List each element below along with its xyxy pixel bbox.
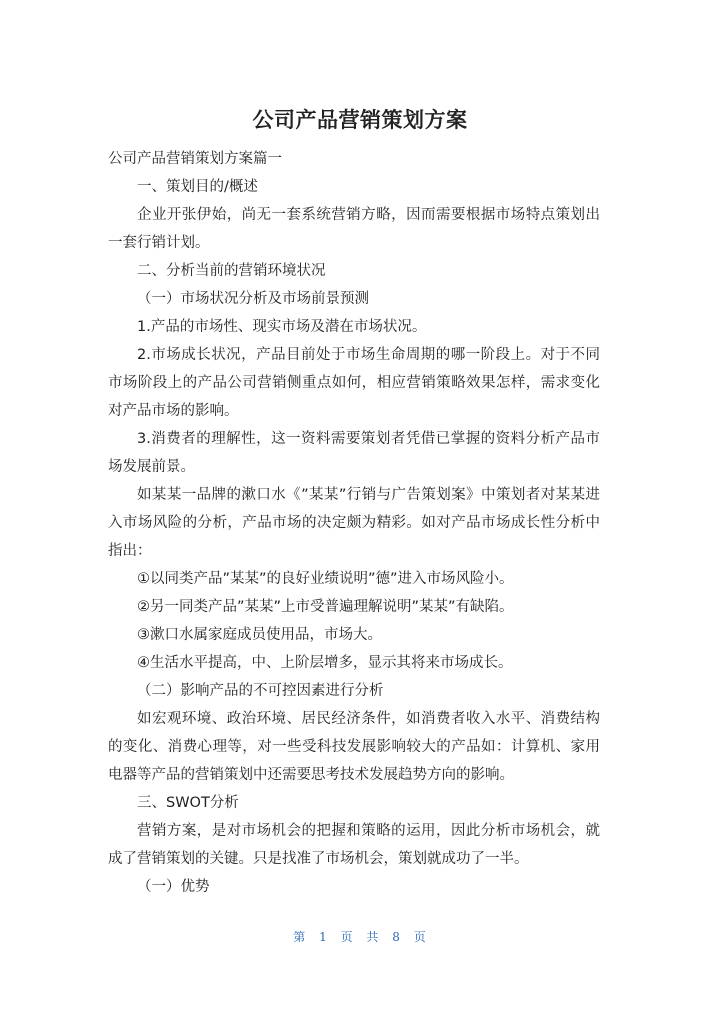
footer-di: 第 [293,930,307,944]
paragraph: 企业开张伊始，尚无一套系统营销方略，因而需要根据市场特点策划出一套行销计划。 [108,207,600,251]
list-item: ③漱口水属家庭成员使用品，市场大。 [137,627,382,643]
subheading-1: （一）市场状况分析及市场前景预测 [137,291,369,307]
subheading-3: （一）优势 [137,879,210,895]
list-item: 2.市场成长状况，产品目前处于市场生命周期的哪一阶段上。对于不同市场阶段上的产品公司营销侧重点如何，相应营销策略效果怎样，需求变化对产品市场的影响。 [108,347,600,419]
total-pages: 8 [392,930,401,944]
list-item: 1.产品的市场性、现实市场及潜在市场状况。 [137,319,427,335]
footer-ye: 页 [340,930,354,944]
page-number: 1 [319,930,328,944]
paragraph: 如某某一品牌的漱口水《”某某”行销与广告策划案》中策划者对某某进入市场风险的分析，产品市场的决定颇为精彩。如对产品市场成长性分析中指出： [108,487,600,559]
document-body [108,145,600,901]
paragraph: 营销方案，是对市场机会的把握和策略的运用，因此分析市场机会，就成了营销策划的关键。只是找准了市场机会，策划就成功了一半。 [108,823,600,867]
document-title: 公司产品营销策划方案 [252,108,468,132]
subheading-2: （二）影响产品的不可控因素进行分析 [137,683,384,699]
paragraph: 如宏观环境、政治环境、居民经济条件，如消费者收入水平、消费结构的变化、消费心理等，对一些受科技发展影响较大的产品如：计算机、家用电器等产品的营销策划中还需要思考技术发展趋势方向的影响。 [108,711,600,783]
page-footer [0,928,720,945]
heading-1: 一、策划目的/概述 [137,179,258,195]
list-item: ②另一同类产品”某某”上市受普遍理解说明”某某”有缺陷。 [137,599,514,615]
list-item: ①以同类产品”某某”的良好业绩说明”德”进入市场风险小。 [137,571,514,587]
footer-ye2: 页 [413,930,427,944]
list-item: ④生活水平提高，中、上阶层增多，显示其将来市场成长。 [137,655,513,671]
list-item: 3.消费者的理解性，这一资料需要策划者凭借已掌握的资料分析产品市场发展前景。 [108,431,600,475]
footer-gong: 共 [366,930,380,944]
heading-3: 三、SWOT分析 [137,795,239,811]
section-heading: 公司产品营销策划方案篇一 [108,151,282,167]
heading-2: 二、分析当前的营销环境状况 [137,263,326,279]
